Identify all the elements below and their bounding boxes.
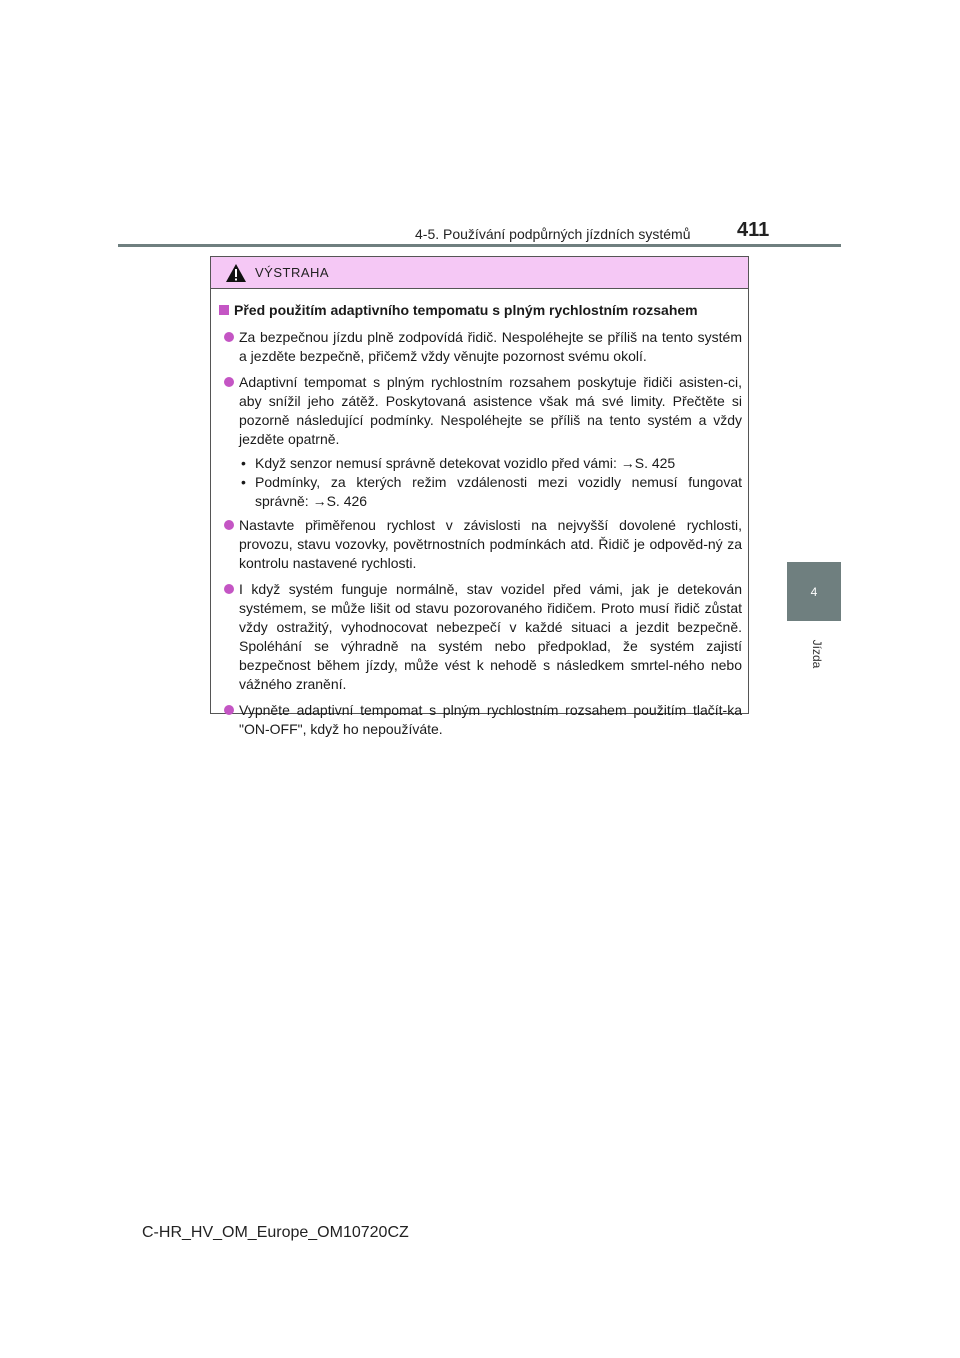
warning-section-title-text: Před použitím adaptivního tempomatu s plným rychlostním rozsahem	[234, 302, 698, 318]
sub-list-item-text: Podmínky, za kterých režim vzdálenosti mezi vozidly nemusí fungovat správně: →S. 426	[255, 474, 742, 509]
warning-triangle-icon	[225, 263, 247, 283]
sub-list-item	[241, 454, 742, 473]
sub-bullet-marker: •	[241, 474, 246, 490]
list-item	[219, 373, 742, 449]
bullet-dot-icon	[224, 520, 234, 530]
warning-body	[211, 289, 748, 739]
header-divider	[118, 244, 841, 247]
list-item	[219, 328, 742, 366]
section-title-header: 4-5. Používání podpůrných jízdních systémů	[415, 226, 691, 242]
page-number: 411	[737, 219, 770, 241]
warning-box	[210, 256, 749, 737]
list-item	[219, 516, 742, 573]
sub-list	[241, 454, 742, 511]
sub-list-item	[241, 473, 742, 511]
list-item-text: Za bezpečnou jízdu plně zodpovídá řidič. Nespoléhejte se příliš na tento systém a jezděte bezpečně, přičemž vždy věnujte pozornost svému okolí.	[239, 329, 742, 364]
list-item-text: I když systém funguje normálně, stav vozidel před vámi, jak je detekován systémem, se může lišit od stavu pozorovaného řidičem. Proto musí řidič zůstat vždy ostražitý, vyhodnocovat nebezpečí v každé situaci a jezdit bezpečně. Spoléhání se výhradně na systém nebo předpoklad, že systém zajistí bezpečnost během jízdy, může vést k nehodě s následkem smrtel-ného nebo vážného zranění.	[239, 581, 742, 692]
list-item	[219, 580, 742, 694]
list-item-text: Adaptivní tempomat s plným rychlostním rozsahem poskytuje řidiči asisten-ci, aby snížil jeho zátěž. Poskytovaná asistence však má své limity. Přečtěte si pozorně následující podmínky. Nespoléhejte se příliš na tento systém a vždy jezděte opatrně.	[239, 374, 742, 447]
chapter-number: 4	[810, 584, 818, 599]
list-item-text: Vypněte adaptivní tempomat s plným rychlostním rozsahem použitím tlačít-ka "ON-OFF", když ho nepoužíváte.	[239, 702, 742, 737]
bullet-dot-icon	[224, 377, 234, 387]
sub-bullet-marker: •	[241, 455, 246, 471]
square-marker-icon	[219, 305, 229, 315]
document-id-footer: C-HR_HV_OM_Europe_OM10720CZ	[142, 1224, 409, 1241]
warning-section-title	[219, 301, 742, 320]
bullet-dot-icon	[224, 705, 234, 715]
bullet-dot-icon	[224, 332, 234, 342]
warning-title: VÝSTRAHA	[255, 265, 330, 280]
bullet-dot-icon	[224, 584, 234, 594]
sub-list-item-text: Když senzor nemusí správně detekovat vozidlo před vámi: →S. 425	[255, 455, 676, 471]
chapter-label: Jízda	[810, 639, 824, 669]
warning-header	[211, 257, 748, 289]
list-item-text: Nastavte přiměřenou rychlost v závislosti na nejvyšší dovolené rychlosti, provozu, stavu vozovky, povětrnostních podmínkách atd. Řidič je odpověd-ný za kontrolu nastavené rychlosti.	[239, 517, 742, 571]
list-item	[219, 701, 742, 739]
chapter-tab	[787, 562, 841, 621]
